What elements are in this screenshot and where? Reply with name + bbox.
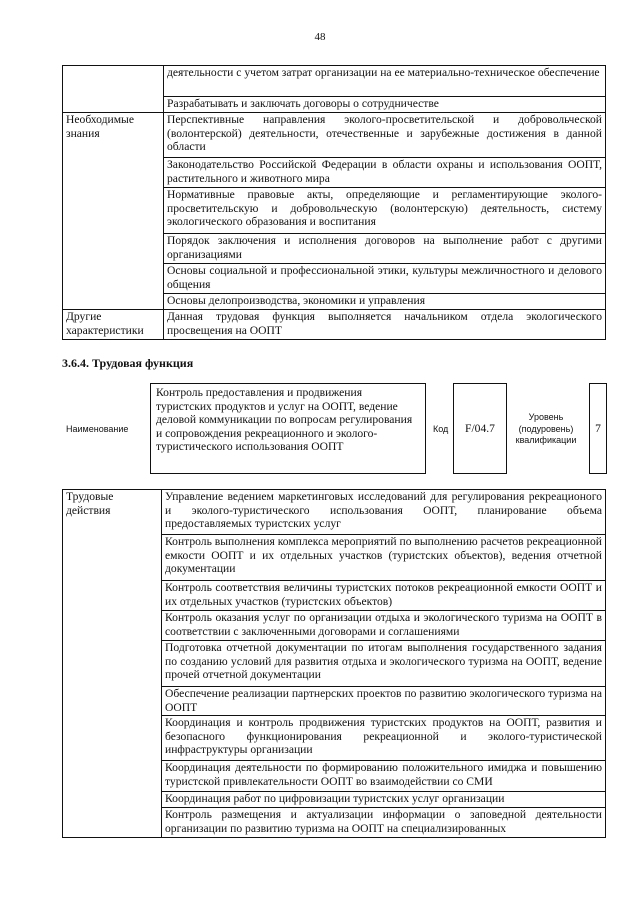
labor-action: Контроль соответствия величины туристских потоков рекреационной емкости ООПТ и их отдельных участков (туристских объектов) [162,581,606,611]
knowledge-table [62,65,606,340]
code-label: Код [433,424,449,434]
name-label: Наименование [66,424,129,434]
other-characteristics-label: Другие характеристики [63,310,164,340]
knowledge-label: Необходимые знания [63,113,164,310]
function-name: Контроль предоставления и продвижения туристских продуктов и услуг на ООПТ, ведение деловой коммуникации по вопросам регулирования и сопровождения рекреационного и эколого-туристического использования ООПТ [150,383,426,474]
page-number: 48 [314,31,326,43]
knowledge-item: Перспективные направления эколого-просветительской и добровольческой (волонтерской) деятельности, отечественные и зарубежные достижения в данной области [164,113,606,158]
function-code: F/04.7 [453,383,507,474]
knowledge-item: Основы делопроизводства, экономики и управления [164,294,606,310]
empty-label-cell [63,66,164,113]
labor-action: Управление ведением маркетинговых исследований для регулирования рекреационого и эколого-туристического использования ООПТ, планирование объема предоставляемых туристских услуг [162,490,606,535]
qualification-level: 7 [589,383,607,474]
labor-actions-label: Трудовые действия [63,490,162,838]
other-characteristics-text: Данная трудовая функция выполняется начальником отдела экологического просвещения на ООПТ [164,310,606,340]
table-row [63,490,606,535]
knowledge-item: Нормативные правовые акты, определяющие и регламентирующие эколого-просветительскую и добровольческую (волонтерскую) деятельность, систему экологического образования и воспитания [164,188,606,234]
labor-action: Контроль размещения и актуализации информации о заповедной деятельности организации по развитию туризма на ООПТ на специализированных [162,808,606,838]
labor-action: Координация работ по цифровизации туристских услуг организации [162,792,606,808]
table-row [63,310,606,340]
labor-action: Координация деятельности по формированию положительного имиджа и повышению туристской привлекательности ООПТ во взаимодействии со СМИ [162,761,606,792]
knowledge-item: Основы социальной и профессиональной этики, культуры межличностного и делового общения [164,264,606,294]
table-row [63,113,606,158]
labor-action: Контроль выполнения комплекса мероприятий по выполнению расчетов рекреационной емкости ООПТ и их отдельных участков (туристских объектов), ведения отчетной документации [162,535,606,581]
labor-actions-table [62,489,606,838]
labor-action: Координация и контроль продвижения туристских продуктов на ООПТ, развития и безопасного функционирования рекреационной и эколого-туристической инфраструктуры организации [162,716,606,761]
skill-contracts: Разрабатывать и заключать договоры о сотрудничестве [164,97,606,113]
section-title: 3.6.4. Трудовая функция [62,356,194,370]
knowledge-item: Порядок заключения и исполнения договоров на выполнение работ с другими организациями [164,234,606,264]
labor-action: Обеспечение реализации партнерских проектов по развитию экологического туризма на ООПТ [162,687,606,716]
labor-action: Подготовка отчетной документации по итогам выполнения государственного задания по созданию условий для развития отдыха и экологического туризма на ООПТ, ведение прочей отчетной документации [162,641,606,687]
labor-action: Контроль оказания услуг по организации отдыха и экологического туризма на ООПТ в соответствии с заключенными договорами и соглашениями [162,611,606,641]
level-label: Уровень (подуровень) квалификации [515,412,577,445]
knowledge-item: Законодательство Российской Федерации в области охраны и использования ООПТ, растительного и животного мира [164,158,606,188]
table-row [63,66,606,97]
skill-continuation: деятельности с учетом затрат организации на ее материально-техническое обеспечение [164,66,606,97]
